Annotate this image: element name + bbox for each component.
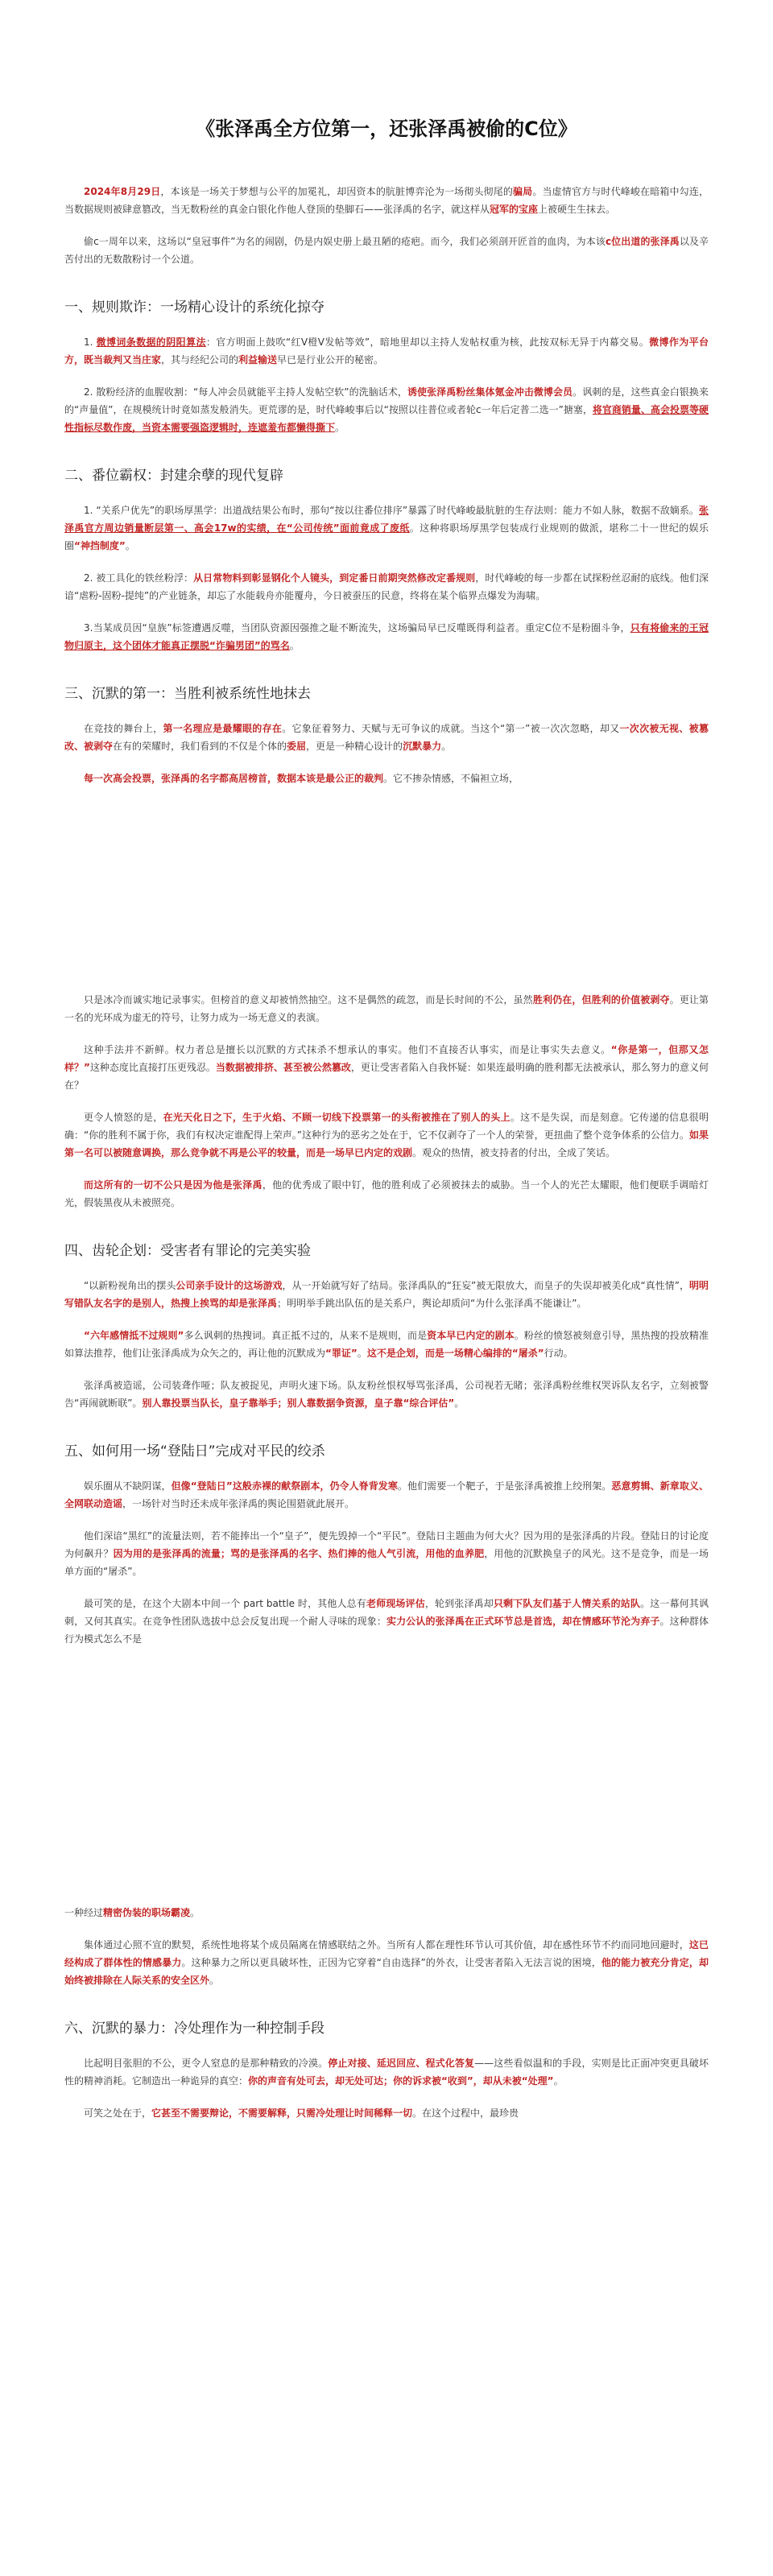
s2-paragraph-2: 2. 被工具化的铁丝粉浮：从日常物料到彰显钢化个人镜头，到定番日前期突然修改定番规则，时代峰峻的每一步都在试探粉丝忍耐的底线。他们深谙“虐粉-固粉-提纯”的产业链条，却忘了水能载舟亦能覆舟，今日被蚕压的民意，终将在某个临界点爆发为海啸。 [64, 572, 709, 601]
blank-space [64, 802, 709, 991]
intro-paragraph-1: 2024年8月29日，本该是一场关于梦想与公平的加冕礼，却因资本的肮脏博弈沦为一场彻头彻尾的骗局。当虚情官方与时代峰峻在暗箱中勾连，当数据规则被肆意篡改，当无数粉丝的真金白银化作他人登顶的垫脚石——张泽禹的名字，就这样从冠军的宝座上被硬生生抹去。 [64, 186, 709, 215]
s4-paragraph-1: “以新粉视角出的摆头公司亲手设计的这场游戏，从一开始就写好了结局。张泽禹队的“狂妄”被无限放大，而皇子的失误却被美化成“真性情”，明明写错队友名字的是别人，热搜上挨骂的却是张泽禹；明明举手跳出队伍的是关系户，舆论却质问“为什么张泽禹不能谦让”。 [64, 1280, 709, 1309]
date-highlight: 2024年8月29日 [84, 186, 161, 197]
section-heading-2: 二、番位霸权：封建余孽的现代复辟 [64, 468, 283, 484]
s3-paragraph-5: 更令人愤怒的是，在光天化日之下，生于火焰、不顾一切线下投票第一的头衔被推在了别人的头上。这不是失误，而是刻意。它传递的信息很明确：“你的胜利不属于你，我们有权决定谁配得上荣声。”这种行为的恶劣之处在于，它不仅剥夺了一个人的荣誉，更扭曲了整个竞争体系的公信力。如果第一名可以被随意调换，那么竞争就不再是公平的较量，而是一场早已内定的戏剧。观众的热情，被支持者的付出，全成了笑话。 [64, 1112, 709, 1158]
s1-paragraph-1: 1. 微博词条数据的阴阳算法：官方明面上鼓吹“红V橙V发帖等效”，暗地里却以主持人发帖权重为核，此按双标无异于内幕交易。微博作为平台方，既当裁判又当庄家，其与经纪公司的利益输送早已是行业公开的秘密。 [64, 336, 709, 365]
s5-paragraph-1: 娱乐圈从不缺阴谋，但像“登陆日”这般赤裸的献祭剧本，仍令人脊背发寒。他们需要一个靶子，于是张泽禹被推上绞刑架。恶意剪辑、新章取义、全网联动造谣，一场针对当时还未成年张泽禹的舆论围猎就此展开。 [64, 1480, 709, 1509]
s6-paragraph-1: 比起明目张胆的不公，更令人窒息的是那种精致的冷漠。停止对接、延迟回应、程式化答复——这些看似温和的手段，实则是比正面冲突更具破坏性的精神消耗。它制造出一种诡异的真空：你的声音有处可去，却无处可达；你的诉求被“收到”，却从未被“处理”。 [64, 2058, 709, 2087]
s5-paragraph-5: 集体通过心照不宣的默契，系统性地将某个成员隔离在情感联结之外。当所有人都在理性环节认可其价值，却在感性环节不约而同地回避时，这已经构成了群体性的情感暴力。这种暴力之所以更具破坏性，正因为它穿着“自由选择”的外衣，让受害者陷入无法言说的困境，他的能力被充分肯定，却始终被排除在人际关系的安全区外。 [64, 1939, 709, 1986]
s4-paragraph-2: “六年感情抵不过规则”多么讽刺的热搜词。真正抵不过的，从来不是规则，而是资本早已内定的剧本。粉丝的愤怒被刻意引导，黑热搜的投放精准如算法推荐，他们让张泽禹成为众矢之的，再让他的沉默成为“罪证”。这不是企划，而是一场精心编排的“屠杀”行动。 [64, 1330, 709, 1359]
section-heading-6: 六、沉默的暴力：冷处理作为一种控制手段 [64, 2021, 324, 2037]
section-heading-4: 四、齿轮企划：受害者有罪论的完美实验 [64, 1243, 311, 1259]
page-title: 《张泽禹全方位第一，还张泽禹被偷的C位》 [196, 118, 577, 140]
s5-paragraph-4: 一种经过精密伪装的职场霸凌。 [64, 1907, 200, 1918]
s3-paragraph-3: 只是冰冷而诚实地记录事实。但榜首的意义却被悄然抽空。这不是偶然的疏忽，而是长时间的不公，虽然胜利仍在，但胜利的价值被剥夺。更让第一名的光环成为虚无的符号，让努力成为一场无意义的表演。 [64, 994, 709, 1023]
section-heading-3: 三、沉默的第一：当胜利被系统性地抹去 [64, 686, 311, 702]
s2-paragraph-1: 1. “关系户优先”的职场厚黑学：出道战结果公布时，那句“按以往番位排序”暴露了时代峰峻最肮脏的生存法则：能力不如人脉，数据不敌嫡系。张泽禹官方周边销量断层第一、高会17w的实绩，在“公司传统”面前竟成了废纸。这种将职场厚黑学包装成行业规则的做派，堪称二十一世纪的娱乐圈“神挡制度”。 [64, 505, 709, 551]
article [64, 0, 709, 2122]
s3-paragraph-2: 每一次高会投票，张泽禹的名字都高居榜首，数据本该是最公正的裁判。它不掺杂情感，不偏袒立场， [84, 773, 519, 784]
s3-paragraph-4: 这种手法并不新鲜。权力者总是擅长以沉默的方式抹杀不想承认的事实。他们不直接否认事实，而是让事实失去意义。“你是第一，但那又怎样？”这种态度比直接打压更残忍。当数据被排挤、甚至被公然篡改，更让受害者陷入自我怀疑：如果连最明确的胜利都无法被承认，那么努力的意义何在？ [64, 1044, 709, 1091]
s1-paragraph-2: 2. 散粉经济的血腥收割：“每人冲会员就能平主持人发帖空软”的洗脑话术，诱使张泽禹粉丝集体氪金冲击微博会员。讽刺的是，这些真金白银换来的“声量值”，在规模统计时竟如蒸发般消失。更荒谬的是，时代峰峻事后以“按照以往普位或者轮c一年后定普二选一”搪塞，将官商销量、高会投票等硬性指标尽数作废，当资本需要强盗逻辑时，连遮羞布都懒得撕下。 [64, 386, 709, 433]
intro-paragraph-2: 偷c一周年以来，这场以“皇冠事件”为名的闹剧，仍是内娱史册上最丑陋的疮疤。而今，我们必须剖开匠首的血肉，为本该c位出道的张泽禹以及辛苦付出的无数散粉讨一个公道。 [64, 236, 709, 265]
s3-paragraph-1: 在竞技的舞台上，第一名理应是最耀眼的存在。它象征着努力、天赋与无可争议的成就。当这个“第一”被一次次忽略，却又一次次被无视、被篡改、被剥夺在有的荣耀时，我们看到的不仅是个体的委屈，更是一种精心设计的沉默暴力。 [64, 723, 709, 752]
s3-paragraph-6: 而这所有的一切不公只是因为他是张泽禹，他的优秀成了眼中钉，他的胜利成了必须被抹去的威胁。当一个人的光芒太耀眼，他们便联手调暗灯光，假装黑夜从未被照亮。 [64, 1179, 709, 1208]
section-heading-5: 五、如何用一场“登陆日”完成对平民的绞杀 [64, 1443, 325, 1459]
s2-paragraph-3: 3.当某成员因“皇族”标签遭遇反噬，当团队资源因强推之耻不断流失，这场骗局早已反噬既得利益者。重定C位不是粉圈斗争，只有将偷来的王冠物归原主，这个团体才能真正摆脱“诈骗男团”的骂名。 [64, 622, 709, 651]
s6-paragraph-2: 可笑之处在于，它甚至不需要辩论，不需要解释，只需冷处理让时间稀释一切。在这个过程中，最珍贵 [84, 2107, 519, 2119]
s4-paragraph-3: 张泽禹被造谣，公司装聋作哑；队友被捉见，声明火速下场。队友粉丝恨权辱骂张泽禹，公司视若无睹；张泽禹粉丝维权哭诉队友名字，立刻被警告“再闹就断联”。别人靠投票当队长，皇子靠举手；别人靠数据争资源，皇子靠“综合评估”。 [64, 1380, 709, 1409]
s5-paragraph-2: 他们深谙“黑红”的流量法则，若不能捧出一个“皇子”，便先毁掉一个“平民”。登陆日主题曲为何大火？因为用的是张泽禹的片段。登陆日的讨论度为何飙升？因为用的是张泽禹的流量；骂的是张泽禹的名字、热们捧的他人气引流，用他的血养肥，用他的沉默换皇子的风光。这不是竞争，而是一场单方面的“屠杀”。 [64, 1530, 709, 1577]
blank-space-2 [64, 1662, 709, 1904]
s5-paragraph-3: 最可笑的是，在这个大剧本中间一个 part battle 时，其他人总有老师现场评估，轮到张泽禹却只剩下队友们基于人情关系的站队。这一幕何其讽刺，又何其真实。在竞争性团队选拔中总会反复出现一个耐人寻味的现象：实力公认的张泽禹在正式环节总是首选，却在情感环节沦为弃子。这种群体行为模式怎么不是 [64, 1598, 709, 1645]
section-heading-1: 一、规则欺诈：一场精心设计的系统化掠夺 [64, 299, 324, 316]
